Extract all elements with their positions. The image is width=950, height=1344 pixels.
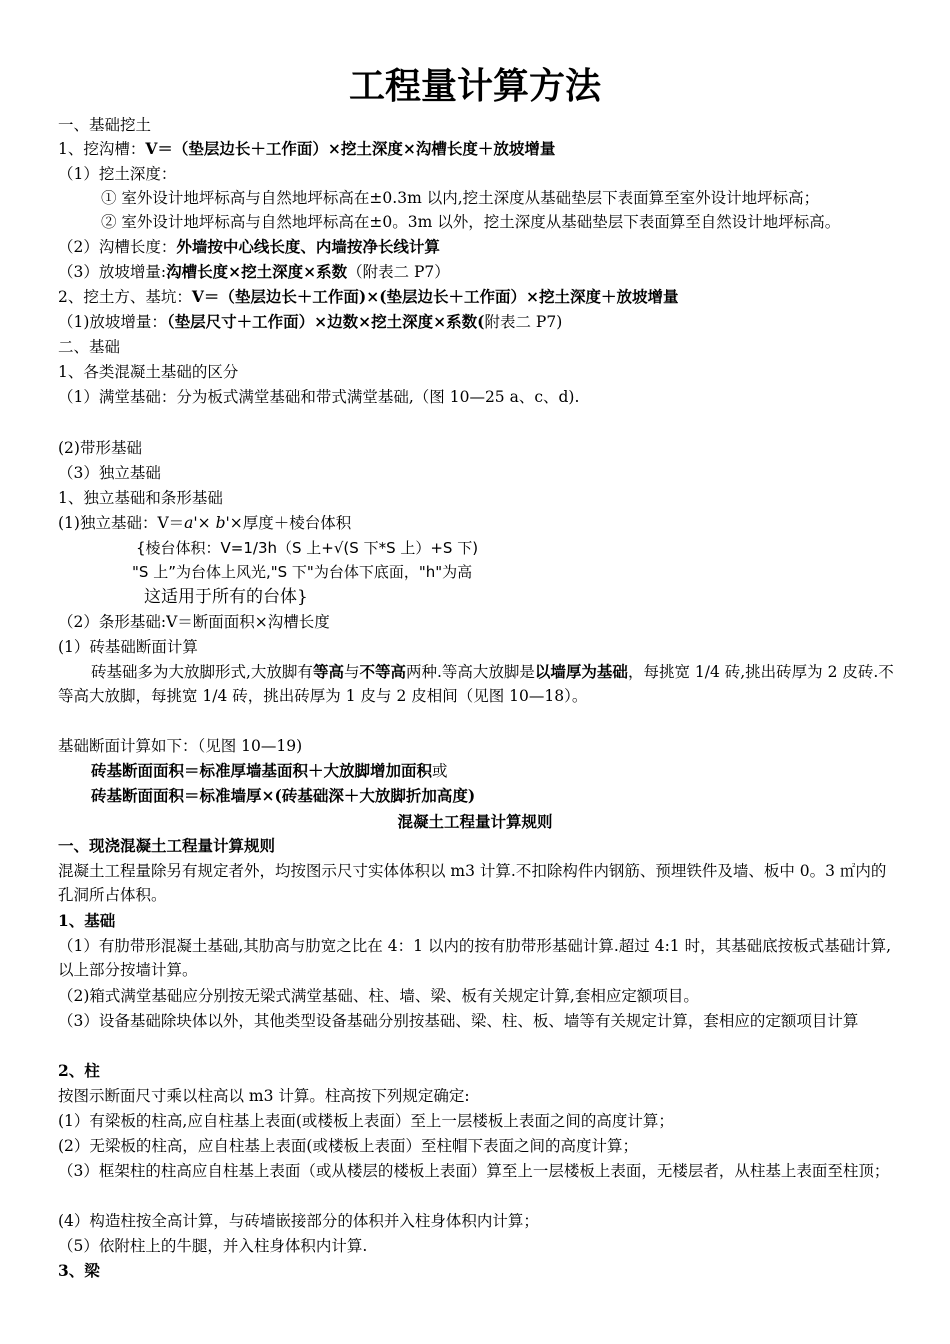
paragraph: 砖基础多为大放脚形式,大放脚有等高与不等高两种.等高大放脚是以墙厚为基础，每挑宽 1/4 砖,挑出砖厚为 2 皮砖.不等高大放脚，每挑宽 1/4 砖，挑出砖厚为 1 皮与 2 皮相间（见图 10—18）。 [58,662,894,705]
section-heading: 一、现浇混凝土工程量计算规则 [58,836,276,855]
paragraph: （3）框架柱的柱高应自柱基上表面（或从楼层的楼板上表面）算至上一层楼板上表面，无楼层者，从柱基上表面至柱顶； [58,1162,890,1180]
text-line: （1)放坡增量：（垫层尺寸＋工作面）×边数×挖土深度×系数(附表二 P7) [58,312,563,331]
text-line: （3）独立基础 [58,464,161,482]
paragraph: （1）有肋带形混凝土基础,其肋高与肋宽之比在 4：1 以内的按有肋带形基础计算.超过 4:1 时，其基础底按板式基础计算,以上部分按墙计算。 [58,937,892,979]
paragraph: （3）设备基础除块体以外，其他类型设备基础分别按基础、梁、柱、板、墙等有关规定计算，套相应的定额项目计算 [58,1012,859,1030]
page-title: 工程量计算方法 [348,66,601,107]
formula-line: （2）条形基础:V＝断面面积×沟槽长度 [58,613,330,631]
formula-line: 砖基断面面积＝标准厚墙基面积＋大放脚增加面积或 [91,761,448,780]
text-line: (1）有梁板的柱高,应自柱基上表面(或楼板上表面）至上一层楼板上表面之间的高度计算； [58,1112,674,1130]
section-title: 混凝土工程量计算规则 [397,812,553,831]
text-line: （2）沟槽长度：外墙按中心线长度、内墙按净长线计算 [58,237,440,256]
subsection-heading: 3、梁 [58,1261,100,1280]
text-line: 1、独立基础和条形基础 [58,489,223,507]
text-line: （3）放坡增量:沟槽长度×挖土深度×系数（附表二 P7） [58,262,450,281]
subsection-heading: 1、基础 [58,911,116,930]
section-heading: 一、基础挖土 [58,116,152,134]
formula-line: 2、挖土方、基坑：V＝（垫层边长＋工作面)×(垫层边长＋工作面）×挖土深度＋放坡增量 [58,287,679,306]
text-line: 1、各类混凝土基础的区分 [58,363,239,381]
text-line: （1）挖土深度： [58,165,177,183]
text-line: ② 室外设计地坪标高与自然地坪标高在±0。3m 以外，挖土深度从基础垫层下表面算至自然设计地坪标高。 [101,213,841,231]
subsection-heading: 2、柱 [58,1061,100,1080]
text-line: （2)箱式满堂基础应分别按无梁式满堂基础、柱、墙、梁、板有关规定计算,套相应定额项目。 [58,987,699,1005]
formula-line: 砖基断面面积＝标准墙厚×(砖基础深＋大放脚折加高度) [91,786,476,805]
paragraph: 混凝土工程量除另有规定者外，均按图示尺寸实体体积以 m3 计算.不扣除构件内钢筋、预埋铁件及墙、板中 0。3 ㎡内的孔洞所占体积。 [58,862,887,904]
text-line: (2）无梁板的柱高，应自柱基上表面(或楼板上表面）至柱帽下表面之间的高度计算； [58,1137,638,1155]
formula-line: 1、挖沟槽：V＝（垫层边长＋工作面）×挖土深度×沟槽长度＋放坡增量 [58,139,556,158]
text-line: （5）依附柱上的牛腿，并入柱身体积内计算. [58,1237,368,1255]
text-line: (4）构造柱按全高计算，与砖墙嵌接部分的体积并入柱身体积内计算； [58,1212,539,1230]
text-line: 基础断面计算如下：（见图 10—19) [58,737,303,755]
formula-line: {棱台体积：V=1/3h（S 上+√(S 下*S 上）+S 下) [136,539,479,557]
text-line: 这适用于所有的台体} [144,587,308,607]
text-line: ① 室外设计地坪标高与自然地坪标高在±0.3m 以内,挖土深度从基础垫层下表面算至室外设计地坪标高； [101,189,820,207]
formula-line: (1)独立基础：V＝a'× b'×厚度＋棱台体积 [58,514,352,532]
text-line: "S 上”为台体上风光,"S 下"为台体下底面，"h"为高 [132,563,473,581]
text-line: (2)带形基础 [58,439,142,457]
text-line: （1）满堂基础：分为板式满堂基础和带式满堂基础,（图 10—25 a、c、d). [58,388,580,406]
text-line: 按图示断面尺寸乘以柱高以 m3 计算。柱高按下列规定确定: [58,1087,470,1105]
section-heading: 二、基础 [58,338,121,356]
text-line: (1）砖基础断面计算 [58,638,198,656]
